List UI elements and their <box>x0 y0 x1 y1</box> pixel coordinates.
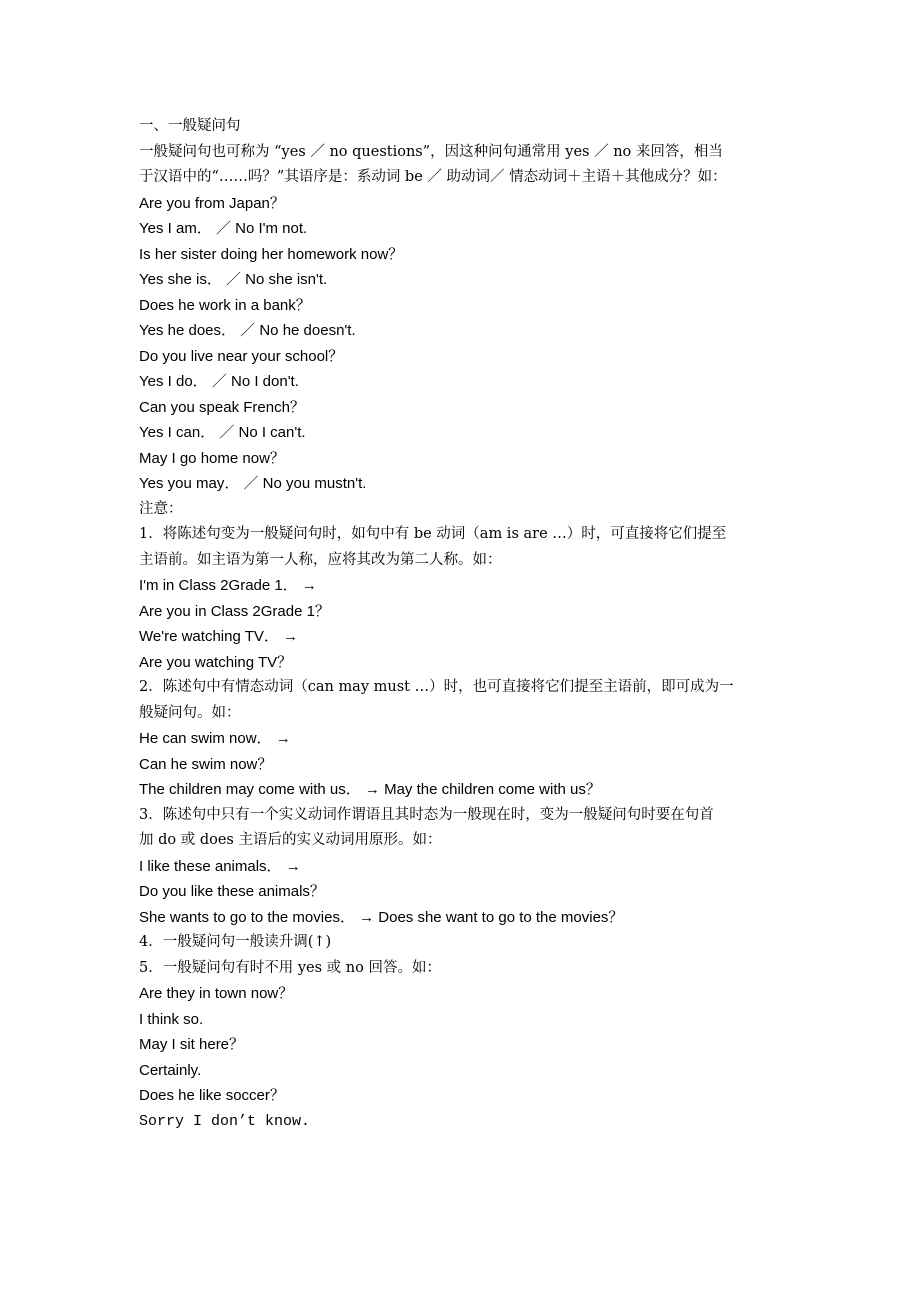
text-line: 于汉语中的“……吗？”其语序是：系动词 be ／ 助动词／ 情态动词＋主语＋其他成分？如： <box>139 169 727 185</box>
text-line: I think so. <box>139 1010 204 1028</box>
text-line: 2．陈述句中有情态动词（can may must …）时，也可直接将它们提至主语前，即可成为一 <box>139 679 734 695</box>
text-line: Certainly. <box>139 1061 202 1079</box>
text-line: 1．将陈述句变为一般疑问句时，如句中有 be 动词（am is are …）时，可直接将它们提至 <box>139 526 727 542</box>
text-line: I'm in Class 2Grade 1． → <box>139 577 317 594</box>
text-line: Yes I do． ／ No I don't. <box>139 373 299 390</box>
text-line: Yes she is． ／ No she isn't. <box>139 271 328 288</box>
text-line: Do you live near your school？ <box>139 347 344 365</box>
text-line: Is her sister doing her homework now？ <box>139 245 404 263</box>
text-line: Does he like soccer？ <box>139 1087 285 1104</box>
text-line: 一般疑问句也可称为 “yes ／ no questions”，因这种问句通常用 yes ／ no 来回答，相当 <box>139 143 723 160</box>
text-line: Can he swim now？ <box>139 755 273 773</box>
text-line: Yes he does． ／ No he doesn't. <box>139 322 356 339</box>
text-line: I like these animals． → <box>139 857 301 875</box>
text-line: Yes you may． ／ No you mustn't. <box>139 475 367 492</box>
text-line: Are you in Class 2Grade 1？ <box>139 602 330 620</box>
text-line: Are you from Japan？ <box>139 194 285 212</box>
text-line: Do you like these animals？ <box>139 883 325 900</box>
text-line: 注意： <box>139 500 183 517</box>
text-line: 4．一般疑问句一般读升调(↑) <box>139 934 332 950</box>
section-heading: 一、一般疑问句 <box>139 118 241 134</box>
text-line: She wants to go to the movies． → Does she want to go to the movies？ <box>139 908 624 926</box>
text-line: 主语前。如主语为第一人称，应将其改为第二人称。如： <box>139 551 502 568</box>
text-line: May I sit here？ <box>139 1036 245 1053</box>
text-line: Does he work in a bank？ <box>139 296 311 314</box>
text-line: May I go home now？ <box>139 449 285 467</box>
text-line: Yes I can． ／ No I can't. <box>139 424 306 441</box>
text-line: 3．陈述句中只有一个实义动词作谓语且其时态为一般现在时，变为一般疑问句时要在句首 <box>139 806 714 823</box>
text-line: 加 do 或 does 主语后的实义动词用原形。如： <box>139 832 442 848</box>
text-line: Are they in town now？ <box>139 985 294 1002</box>
text-line: 5．一般疑问句有时不用 yes 或 no 回答。如： <box>139 959 441 976</box>
text-line: 般疑问句。如： <box>139 704 241 721</box>
text-line: The children may come with us． → May the children come with us？ <box>139 781 601 798</box>
document-page <box>139 114 784 1134</box>
text-line: We're watching TV． → <box>139 628 299 645</box>
text-line: Can you speak French？ <box>139 398 305 416</box>
text-line: Yes I am． ／ No I'm not. <box>139 220 308 237</box>
text-line: Are you watching TV？ <box>139 653 293 671</box>
text-line: Sorry I don’t know. <box>139 1112 311 1130</box>
text-line: He can swim now． → <box>139 730 291 747</box>
